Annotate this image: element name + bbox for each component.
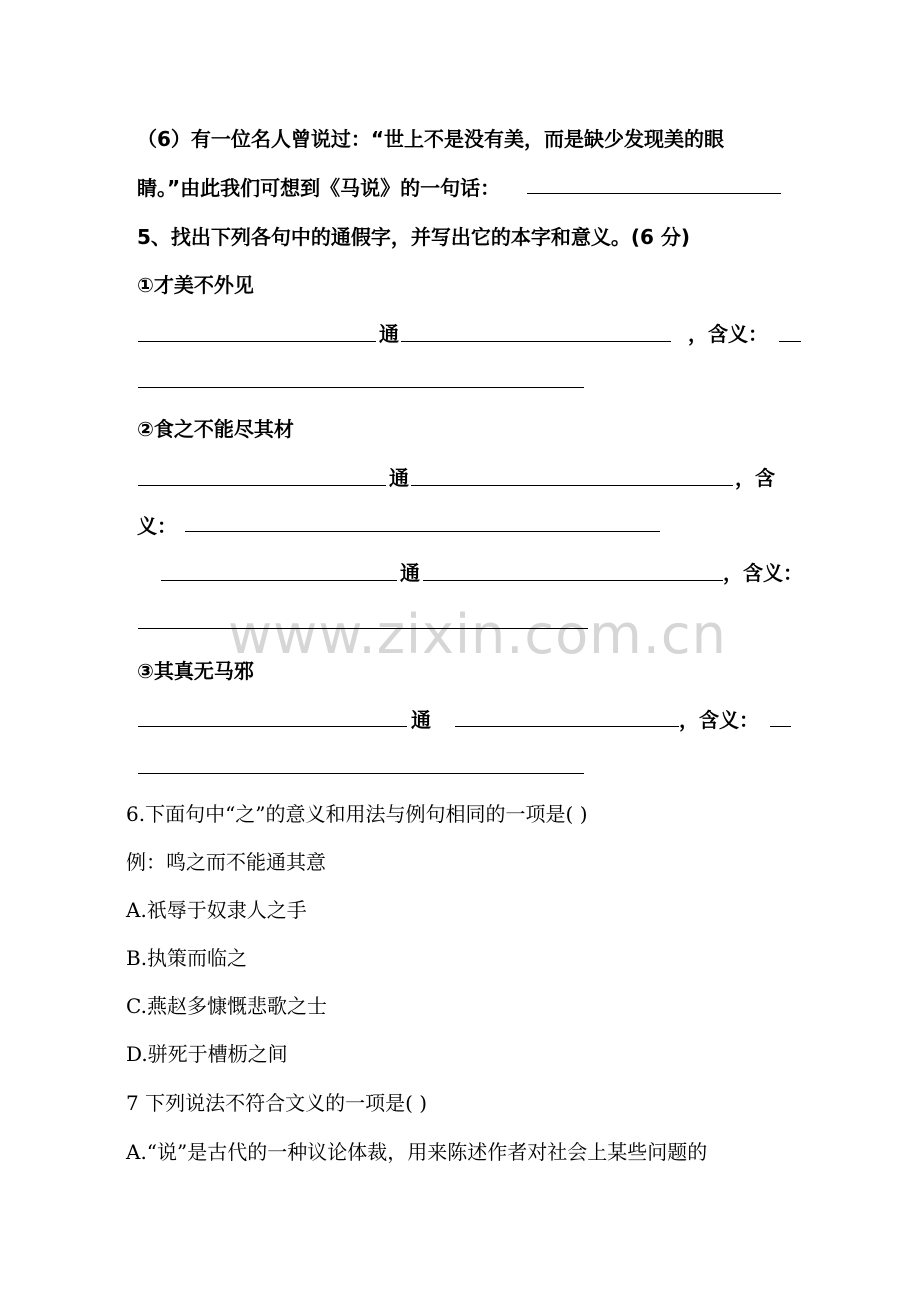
- han-label: ，含: [735, 466, 775, 490]
- q7-title: 7 下列说法不符合文义的一项是( ): [126, 1091, 428, 1115]
- hanyi-label: ，含义：: [723, 561, 803, 585]
- answer-blank[interactable]: [138, 485, 386, 486]
- yi-label: 义：: [137, 514, 177, 538]
- answer-blank[interactable]: [779, 341, 801, 342]
- q5-title: 5、找出下列各句中的通假字，并写出它的本字和意义。(6 分): [137, 225, 691, 249]
- q6-option-d: D.骈死于槽枥之间: [126, 1042, 288, 1066]
- q6-option-a: A.祇辱于奴隶人之手: [126, 898, 307, 922]
- watermark: www.zixin.com.cn: [228, 603, 727, 666]
- answer-blank[interactable]: [423, 580, 723, 581]
- tong-label: 通: [379, 322, 399, 346]
- answer-blank[interactable]: [527, 193, 781, 194]
- tong-label: 通: [389, 466, 409, 490]
- answer-blank[interactable]: [138, 726, 407, 727]
- answer-blank[interactable]: [770, 726, 791, 727]
- tong-label: 通: [400, 561, 420, 585]
- q4-6-line2: 睛。”由此我们可想到《马说》的一句话：: [137, 176, 501, 200]
- answer-blank[interactable]: [185, 531, 660, 532]
- q6-example: 例：鸣之而不能通其意: [126, 850, 326, 874]
- answer-blank[interactable]: [138, 773, 584, 774]
- answer-blank[interactable]: [138, 341, 376, 342]
- answer-blank[interactable]: [138, 628, 588, 629]
- answer-blank[interactable]: [401, 341, 671, 342]
- answer-blank[interactable]: [411, 485, 733, 486]
- tong-label: 通: [411, 708, 431, 732]
- q7-option-a: A.“说”是古代的一种议论体裁，用来陈述作者对社会上某些问题的: [126, 1140, 708, 1164]
- q6-option-c: C.燕赵多慷慨悲歌之士: [126, 994, 327, 1018]
- hanyi-label: ，含义：: [688, 322, 768, 346]
- q5-item2: ②食之不能尽其材: [137, 417, 294, 441]
- q6-title: 6.下面句中“之”的意义和用法与例句相同的一项是( ): [126, 802, 588, 826]
- answer-blank[interactable]: [455, 726, 679, 727]
- q4-6-line1: （6）有一位名人曾说过：“世上不是没有美，而是缺少发现美的眼: [137, 127, 725, 151]
- q6-option-b: B.执策而临之: [126, 946, 248, 970]
- hanyi-label: ，含义：: [679, 708, 759, 732]
- q5-item3: ③其真无马邪: [137, 659, 254, 683]
- q5-item1: ①才美不外见: [137, 273, 254, 297]
- answer-blank[interactable]: [138, 387, 584, 388]
- answer-blank[interactable]: [161, 580, 397, 581]
